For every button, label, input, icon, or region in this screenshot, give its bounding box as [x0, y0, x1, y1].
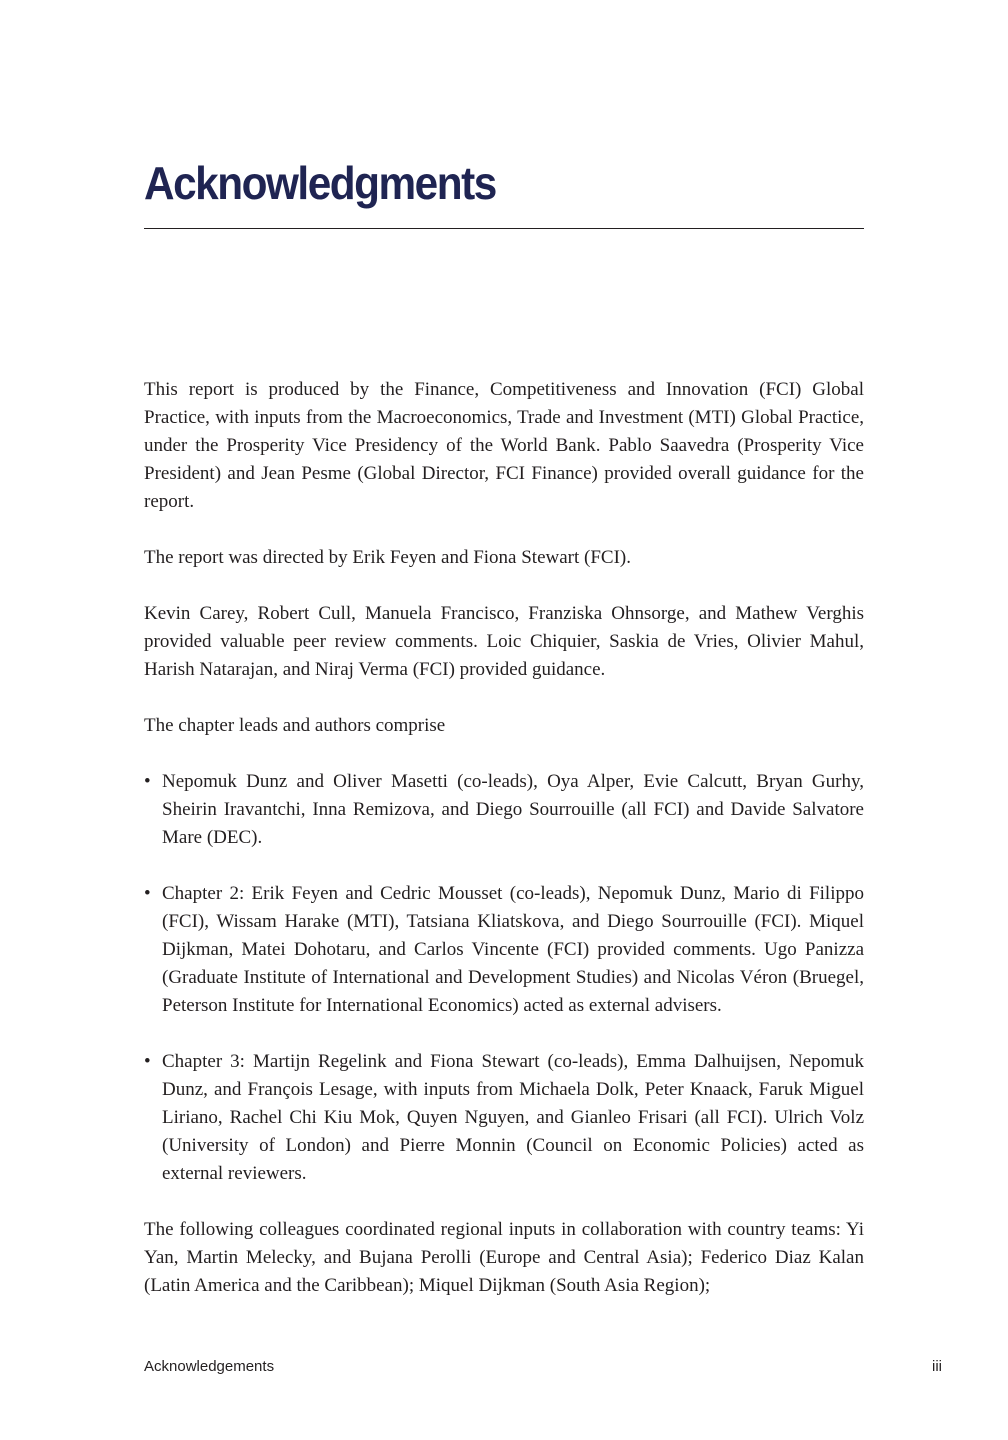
- list-item-text: Chapter 3: Martijn Regelink and Fiona Stewart (co-leads), Emma Dalhuijsen, Nepomuk Dunz, and François Lesage, with inputs from Michaela Dolk, Peter Knaack, Faruk Miguel Liriano, Rachel Chi Kiu Mok, Quyen Nguyen, and Gianleo Frisari (all FCI). Ulrich Volz (University of London) and Pierre Monnin (Council on Economic Policies) acted as external reviewers.: [162, 1051, 864, 1184]
- chapter-list: [144, 768, 864, 1188]
- page-title: Acknowledgments: [144, 157, 496, 209]
- bullet-icon: •: [144, 771, 151, 792]
- list-item-text: Chapter 2: Erik Feyen and Cedric Mousset (co-leads), Nepomuk Dunz, Mario di Filippo (FCI), Wissam Harake (MTI), Tatsiana Kliatskova, and Diego Sourrouille (FCI). Miquel Dijkman, Matei Dohotaru, and Carlos Vincente (FCI) provided comments. Ugo Panizza (Graduate Institute of International and Development Studies) and Nicolas Véron (Bruegel, Peterson Institute for International Economics) acted as external advisers.: [162, 883, 864, 1016]
- bullet-icon: •: [144, 1051, 151, 1072]
- list-item: [144, 768, 864, 852]
- intro-paragraph: This report is produced by the Finance, Competitiveness and Innovation (FCI) Global Practice, with inputs from the Macroeconomics, Trade and Investment (MTI) Global Practice, under the Prosperity Vice Presidency of the World Bank. Pablo Saavedra (Prosperity Vice President) and Jean Pesme (Global Director, FCI Finance) provided overall guidance for the report.: [144, 379, 864, 512]
- list-item: [144, 1048, 864, 1188]
- page-number: iii: [932, 1358, 942, 1375]
- body-text: [144, 376, 864, 1328]
- bullet-icon: •: [144, 883, 151, 904]
- peer-review-paragraph: Kevin Carey, Robert Cull, Manuela Francisco, Franziska Ohnsorge, and Mathew Verghis provided valuable peer review comments. Loic Chiquier, Saskia de Vries, Olivier Mahul, Harish Natarajan, and Niraj Verma (FCI) provided guidance.: [144, 603, 864, 680]
- regional-paragraph: The following colleagues coordinated regional inputs in collaboration with country teams: Yi Yan, Martin Melecky, and Bujana Perolli (Europe and Central Asia); Federico Diaz Kalan (Latin America and the Caribbean); Miquel Dijkman (South Asia Region);: [144, 1219, 864, 1296]
- title-rule: [144, 228, 864, 229]
- directed-paragraph: The report was directed by Erik Feyen and Fiona Stewart (FCI).: [144, 547, 632, 568]
- footer-section-title: Acknowledgements: [144, 1358, 275, 1375]
- list-item-text: Nepomuk Dunz and Oliver Masetti (co-leads), Oya Alper, Evie Calcutt, Bryan Gurhy, Sheirin Iravantchi, Inna Remizova, and Diego Sourrouille (all FCI) and Davide Salvatore Mare (DEC).: [162, 771, 864, 848]
- list-item: [144, 880, 864, 1020]
- chapter-intro-paragraph: The chapter leads and authors comprise: [144, 715, 446, 736]
